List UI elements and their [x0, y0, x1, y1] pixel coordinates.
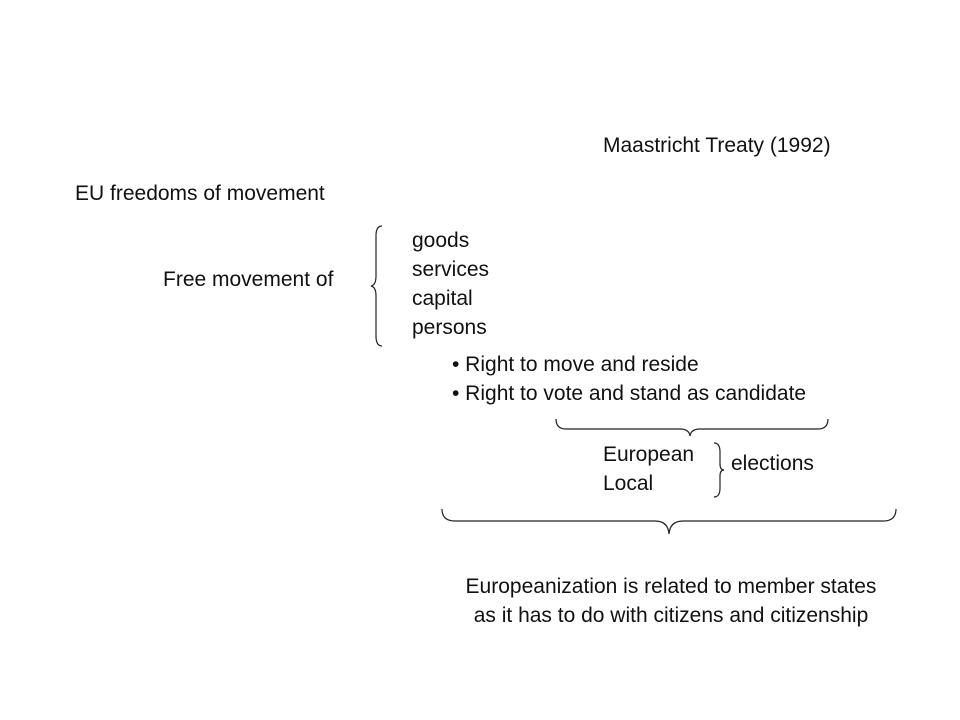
free-movement-label: Free movement of [163, 268, 334, 291]
rights-list [452, 350, 806, 408]
freedom-goods: goods [412, 229, 470, 252]
voting-rights-brace [556, 419, 828, 436]
right-move-reside: • Right to move and reside [452, 353, 699, 376]
slide-title: Maastricht Treaty (1992) [603, 134, 831, 157]
freedom-services: services [412, 258, 490, 281]
freedoms-brace [371, 226, 382, 346]
elections-label: elections [731, 452, 814, 475]
election-type-european: European [603, 443, 695, 466]
conclusion-text [428, 572, 914, 630]
freedoms-heading: EU freedoms of movement [75, 182, 325, 205]
freedom-persons: persons [412, 316, 487, 339]
election-type-local: Local [603, 472, 654, 495]
conclusion-line-2: as it has to do with citizens and citizenship [473, 604, 869, 627]
freedom-capital: capital [412, 287, 473, 310]
right-vote-stand: • Right to vote and stand as candidate [452, 382, 807, 405]
conclusion-line-1: Europeanization is related to member states [465, 575, 877, 598]
freedoms-list [412, 226, 489, 342]
rights-summary-brace [442, 509, 896, 534]
election-types [603, 440, 694, 498]
election-types-brace [714, 443, 724, 497]
